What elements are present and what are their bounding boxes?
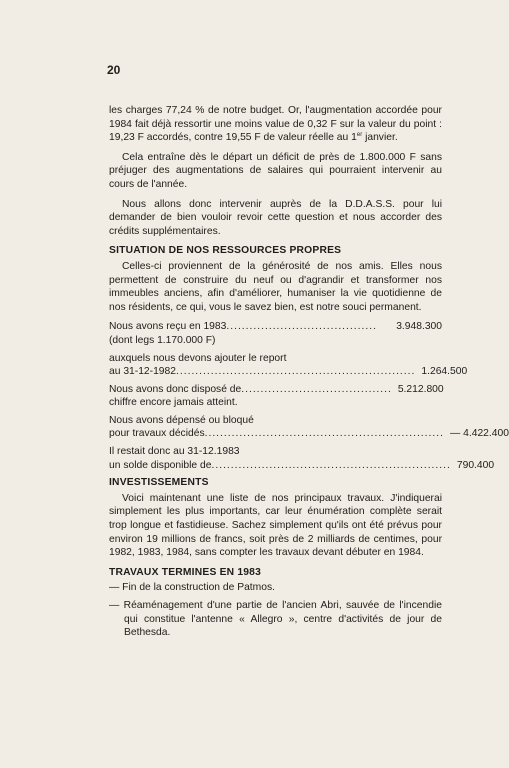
ledger-entry [109,445,495,472]
page-number: 20 [107,63,121,77]
intro-paragraph-1 [109,104,442,145]
ledger-line [109,445,442,459]
ledger-entry [109,320,442,347]
ledger-label: un solde disponible de [109,459,212,471]
ledger-leader: ....................................... [226,321,377,333]
ledger-amount: 1.264.500 [421,366,468,378]
intro-paragraph-2: Cela entraîne dès le départ un déficit de près de 1.800.000 F sans préjuger des augmentations de salaires qui pourraient intervenir au cours de l'année. [109,151,442,190]
ledger-leader: ....................................... [241,383,392,395]
section-heading-ressources: SITUATION DE NOS RESSOURCES PROPRES [109,245,342,257]
section-heading-investissements: INVESTISSEMENTS [109,477,209,489]
ledger-label: Nous avons dépensé ou bloqué [109,414,254,426]
intro-p1-superscript: er [356,132,363,139]
intro-paragraph-3: Nous allons donc intervenir auprès de la D.D.A.S.S. pour lui demander de bien vouloir revoir cette question et nous accorder des crédits supplémentaires. [109,198,442,237]
travaux-item: — Réaménagement d'une partie de l'ancien Abri, sauvée de l'incendie qui constitue l'antenne « Allegro », centre d'activités de jour de Bethesda. [109,600,442,639]
ledger-line [109,320,442,334]
ledger-line [109,352,442,366]
section-heading-travaux: TRAVAUX TERMINES EN 1983 [109,566,262,578]
ledger-line [109,427,509,441]
ressources-ledger [109,320,509,472]
ledger-amount: 3.948.300 [396,321,442,333]
ledger-amount: 5.212.800 [397,383,444,395]
ledger-label: pour travaux décidés [109,428,205,440]
ledger-line [109,365,468,379]
investissements-paragraph: Voici maintenant une liste de nos principaux travaux. J'indiquerai simplement les plus importants, car leur énumération complète serait trop longue et fastidieuse. Sachez simplement qu'ils ont été prévus pour environ 19 millions de francs, soit près de 2 milliards de centimes, pour 1982, 1983, 1984, sans compter les travaux devant débuter en 1984. [109,492,442,559]
ledger-entry [109,352,468,379]
ledger-line [109,334,442,348]
ledger-label: Nous avons reçu en 1983 [109,321,227,333]
ledger-entry [109,414,509,441]
ledger-label: Il restait donc au 31-12.1983 [109,446,240,458]
ledger-leader: .............................................................. [176,366,416,378]
intro-p1-tail: janvier. [362,132,398,144]
ledger-label: Nous avons donc disposé de [109,383,242,395]
ledger-line [109,383,442,397]
ledger-line [109,414,442,428]
ledger-label: chiffre encore jamais atteint. [109,397,238,409]
page-content [109,104,509,644]
ledger-amount: 790.400 [456,459,495,471]
ledger-line [109,396,442,410]
ledger-label: au 31-12-1982 [109,366,176,378]
ledger-leader: .............................................................. [211,459,451,471]
ledger-amount: — 4.422.400 [449,428,509,440]
ledger-line [109,459,495,473]
ressources-paragraph: Celles-ci proviennent de la générosité de nos amis. Elles nous permettent de construire du neuf ou d'agrandir et transformer nos immeubles anciens, afin d'améliorer, humaniser la vie quotidienne de nos résidents, ce qui, vous le savez bien, est notre souci permanent. [109,260,442,313]
ledger-leader: .............................................................. [204,428,444,440]
ledger-label: (dont legs 1.170.000 F) [109,334,216,346]
ledger-entry [109,383,442,410]
travaux-item: — Fin de la construction de Patmos. [109,582,275,594]
ledger-label: auxquels nous devons ajouter le report [109,352,287,364]
intro-p1-text: les charges 77,24 % de notre budget. Or, l'augmentation accordée pour 1984 fait déjà ressortir une moins value de 0,32 F sur la valeur du point : 19,23 F accordés, contre 19,55 F de valeur réelle au 1 [109,105,442,144]
